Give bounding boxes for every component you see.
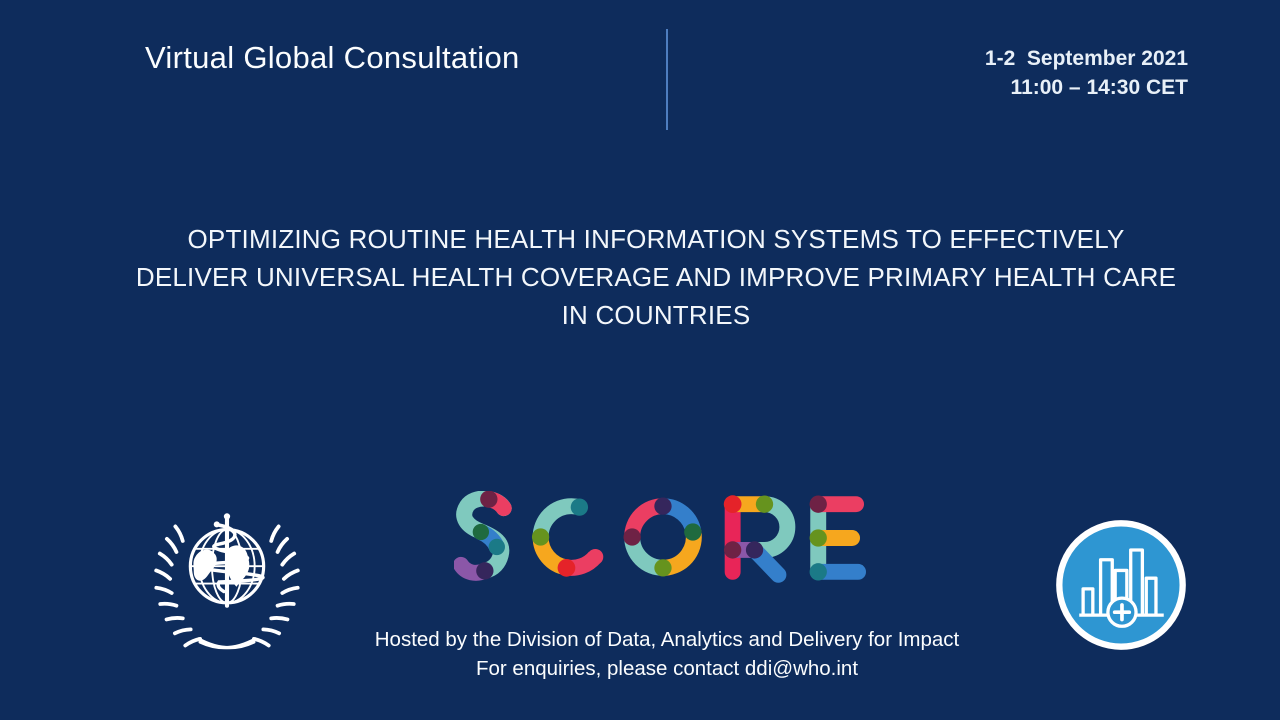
slide-title [136,220,1176,334]
score-logo [454,491,866,583]
slide-title-line-2: DELIVER UNIVERSAL HEALTH COVERAGE AND IMPROVE PRIMARY HEALTH CARE [135,262,1177,292]
footer-text [375,625,960,683]
footer-hosted-line: Hosted by the Division of Data, Analytics and Delivery for Impact [374,628,960,651]
header-divider-line [666,29,668,130]
slide-title-line-1: OPTIMIZING ROUTINE HEALTH INFORMATION SYSTEMS TO EFFECTIVELY [187,224,1125,254]
who-logo-icon [148,506,306,658]
slide-title-line-3: IN COUNTRIES [561,300,751,330]
bar-chart-plus-icon [1053,517,1189,653]
event-date-time [985,44,1188,102]
event-type-heading: Virtual Global Consultation [145,40,520,75]
event-time: 11:00 – 14:30 CET [1010,76,1188,99]
event-date: 1-2 September 2021 [984,47,1188,70]
footer-contact-line: For enquiries, please contact ddi@who.int [475,657,859,680]
